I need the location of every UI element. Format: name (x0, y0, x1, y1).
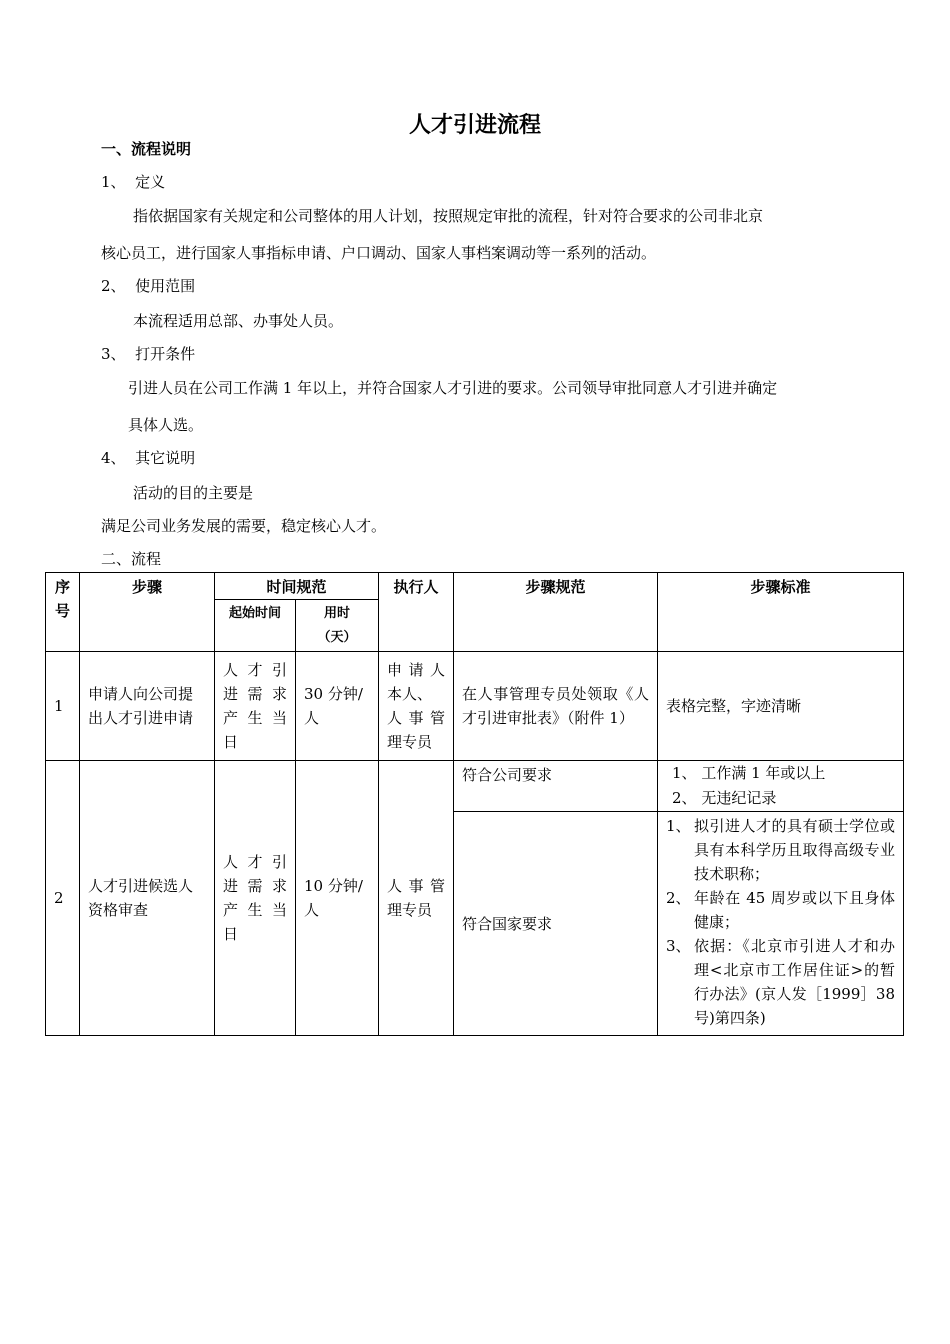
standards-list (666, 761, 895, 811)
table-row (46, 652, 904, 761)
row-step-spec: 符合国家要求 (454, 812, 658, 1036)
row-start-time (215, 761, 296, 1036)
header-step-spec: 步骤规范 (454, 573, 658, 652)
list-text: 依据：《北京市引进人才和办理<北京市工作居住证>的暂行办法》(京人发［1999］38 号)第四条) (694, 937, 896, 1027)
definition-text-line-1: 指依据国家有关规定和公司整体的用人计划，按照规定审批的流程，针对符合要求的公司非北京 (133, 207, 764, 225)
start-time-line: 产 生 当 (223, 709, 287, 727)
section-heading-process-description: 一、流程说明 (101, 140, 192, 158)
row-duration (296, 761, 379, 1036)
header-time-spec: 时间规范 (215, 573, 379, 600)
item-number: 2、 (101, 277, 126, 295)
item-1-heading (101, 171, 165, 193)
start-time-line: 人 才 引 (223, 853, 287, 871)
row-step-standard (658, 812, 904, 1036)
row-step-spec: 符合公司要求 (454, 761, 658, 812)
start-time-line: 日 (223, 925, 239, 943)
executor-line: 本人、 (387, 685, 433, 703)
list-text: 年龄在 45 周岁或以下且身体健康； (694, 889, 896, 931)
item-number: 4、 (101, 449, 126, 467)
list-text: 拟引进人才的具有硕士学位或具有本科学历且取得高级专业技术职称； (694, 817, 896, 883)
duration-line: 10 分钟/ (304, 877, 363, 895)
conditions-text-line-1: 引进人员在公司工作满 1 年以上，并符合国家人才引进的要求。公司领导审批同意人才引进并确定 (128, 379, 778, 397)
start-time-line: 进 需 求 (223, 877, 287, 895)
executor-line: 人 事 管 (387, 877, 446, 895)
list-item: 2、 无违纪记录 (672, 789, 777, 807)
item-4-heading (101, 447, 195, 469)
item-3-heading (101, 343, 195, 365)
standards-list (666, 814, 895, 1030)
list-item (666, 814, 895, 886)
header-step-standard: 步骤标准 (658, 573, 904, 652)
row-seq: 1 (46, 652, 80, 761)
duration-line: 30 分钟/ (304, 685, 363, 703)
table-row (46, 761, 904, 812)
item-number: 3、 (101, 345, 126, 363)
conditions-text-line-2: 具体人选。 (128, 416, 204, 434)
list-number: 3、 (666, 937, 691, 955)
duration-line: 人 (304, 709, 320, 727)
start-time-line: 进 需 求 (223, 685, 287, 703)
item-2-heading (101, 275, 195, 297)
row-step: 申请人向公司提出人才引进申请 (80, 652, 215, 761)
row-executor (379, 761, 454, 1036)
document-title: 人才引进流程 (408, 112, 541, 138)
list-item: 1、 工作满 1 年或以上 (672, 764, 826, 782)
definition-text-line-2: 核心员工，进行国家人事指标申请、户口调动、国家人事档案调动等一系列的活动。 (101, 244, 657, 262)
other-notes-text-line-2: 满足公司业务发展的需要，稳定核心人才。 (101, 517, 387, 535)
row-step-spec: 在人事管理专员处领取《人才引进审批表》（附件 1） (454, 652, 658, 761)
item-label: 打开条件 (135, 345, 196, 363)
list-item (666, 934, 895, 1030)
scope-text: 本流程适用总部、办事处人员。 (133, 312, 344, 330)
row-step: 人才引进候选人资格审查 (80, 761, 215, 1036)
item-number: 1、 (101, 173, 126, 191)
row-step-standard (658, 761, 904, 812)
header-start-time: 起始时间 (215, 600, 296, 652)
header-duration: 用时（天） (296, 600, 379, 652)
list-number: 1、 (666, 817, 691, 835)
start-time-line: 人 才 引 (223, 661, 287, 679)
executor-line: 理专员 (387, 901, 433, 919)
header-step: 步骤 (80, 573, 215, 652)
start-time-line: 产 生 当 (223, 901, 287, 919)
list-item (666, 886, 895, 934)
start-time-line: 日 (223, 733, 239, 751)
table-header-row (46, 573, 904, 600)
executor-line: 人 事 管 (387, 709, 446, 727)
item-label: 使用范围 (135, 277, 196, 295)
row-step-standard: 表格完整，字迹清晰 (658, 652, 904, 761)
row-start-time (215, 652, 296, 761)
row-executor (379, 652, 454, 761)
process-table (45, 572, 904, 1036)
row-seq: 2 (46, 761, 80, 1036)
duration-line: 人 (304, 901, 320, 919)
list-number: 2、 (666, 889, 691, 907)
item-label: 其它说明 (135, 449, 196, 467)
header-executor: 执行人 (379, 573, 454, 652)
section-heading-process: 二、流程 (101, 550, 162, 568)
row-duration (296, 652, 379, 761)
executor-line: 理专员 (387, 733, 433, 751)
item-label: 定义 (135, 173, 166, 191)
other-notes-text-line-1: 活动的目的主要是 (133, 484, 254, 502)
executor-line: 申 请 人 (387, 661, 446, 679)
header-seq: 序号 (46, 573, 80, 652)
